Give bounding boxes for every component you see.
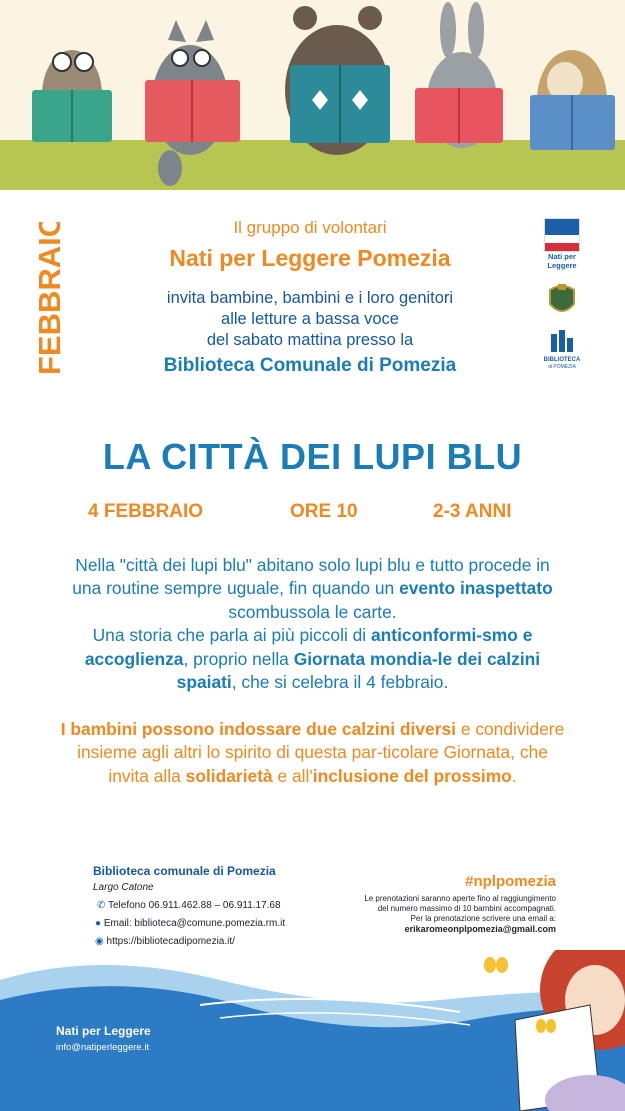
bear-icon (285, 6, 390, 155)
desc-bold-2: anticonformi-smo e accoglienza (84, 625, 533, 669)
hedgehog-icon (530, 50, 615, 150)
description-paragraph (60, 554, 565, 694)
invite-text-1: e condividere insieme agli altri lo spirito di questa par-ticolare Giornata, che invita alla (77, 719, 565, 786)
npl-logo-icon (544, 218, 580, 252)
contact-phone: Telefono 06.911.462.88 – 06.911.17.68 (108, 900, 281, 911)
booking-line-1: Le prenotazioni saranno aperte fino al raggiungimento (364, 894, 556, 903)
biblioteca-logo-line2: di POMEZIA (548, 364, 576, 370)
invite-bold-2: solidarietà (185, 765, 273, 786)
intro-line-1: Il gruppo di volontari (233, 218, 387, 237)
desc-bold-3: Giornata mondia-le dei calzini spaiati (176, 648, 541, 693)
event-date: 4 FEBBRAIO (88, 501, 204, 522)
reading-animals-illustration (0, 0, 625, 190)
npl-logo-line1: Nati per (548, 252, 576, 261)
contact-address: Largo Catone (93, 882, 154, 893)
girl-reading-icon (515, 950, 625, 1111)
library-name: Biblioteca Comunale di Pomezia (163, 355, 457, 376)
booking-info (300, 894, 556, 934)
event-title: LA CITTÀ DEI LUPI BLU (102, 436, 523, 477)
invite-paragraph (60, 718, 565, 788)
butterfly-icon (484, 957, 508, 973)
npl-logo (534, 218, 590, 270)
pomezia-crest (534, 282, 590, 323)
phone-icon: ✆ (97, 900, 106, 911)
desc-bold-1: evento inaspettato (399, 578, 553, 599)
rabbit-icon (415, 2, 503, 148)
desc-text-5: , che si celebra il 4 febbraio. (231, 672, 449, 693)
contact-web-link[interactable]: https://bibliotecadipomezia.it/ (106, 936, 235, 947)
footer-brand: Nati per Leggere (56, 1024, 151, 1038)
desc-text-4: , proprio nella (183, 648, 294, 669)
invite-bold-3: inclusione del prossimo (312, 765, 512, 786)
owl-icon (32, 50, 112, 142)
booking-line-2: del numero massimo di 10 bambini accompagnati. (377, 904, 556, 913)
desc-text-1: Nella "città dei lupi blu" abitano solo lupi blu e tutto procede in una routine sempre uguale, fin quando un (72, 555, 550, 599)
contact-email[interactable]: Email: biblioteca@comune.pomezia.rm.it (103, 918, 286, 929)
footer-email[interactable]: info@natiperleggere.it (56, 1042, 150, 1053)
desc-text-2: scombussola le carte. (228, 601, 397, 622)
npl-logo-line2: Leggere (547, 261, 577, 270)
contact-phone-row (97, 900, 281, 911)
contact-email-row (95, 918, 285, 929)
crest-icon (547, 282, 577, 318)
hashtag: #nplpomezia (465, 873, 556, 890)
invite-bold-1: I bambini possono indossare due calzini diversi (60, 719, 456, 739)
intro-line-3: alle letture a bassa voce (221, 310, 399, 328)
intro-line-2: invita bambine, bambini e i loro genitori (166, 289, 454, 307)
invite-text-2: e all' (272, 765, 313, 786)
intro-line-4: del sabato mattina presso la (206, 331, 414, 349)
event-age: 2-3 ANNI (433, 501, 512, 522)
month-label-container (18, 222, 78, 377)
biblioteca-logo-icon (549, 330, 575, 352)
email-icon: ● (95, 918, 102, 929)
hero-illustration (0, 0, 625, 190)
group-name: Nati per Leggere Pomezia (169, 245, 451, 271)
invite-text-3: . (511, 765, 517, 786)
booking-email[interactable]: erikaromeonplpomezia@gmail.com (404, 924, 556, 934)
month-label: FEBBRAIO (32, 222, 67, 375)
contact-name: Biblioteca comunale di Pomezia (93, 864, 276, 878)
contact-web-row (95, 936, 235, 947)
globe-icon: ◉ (95, 936, 104, 947)
footer-brand-block (56, 1024, 151, 1053)
event-time: ORE 10 (290, 501, 358, 522)
booking-line-3: Per la prenotazione scrivere una email a: (410, 914, 556, 923)
biblioteca-logo (534, 330, 590, 370)
desc-text-3: Una storia che parla ai più piccoli di (92, 625, 372, 646)
biblioteca-logo-line1: BIBLIOTECA (543, 357, 581, 363)
